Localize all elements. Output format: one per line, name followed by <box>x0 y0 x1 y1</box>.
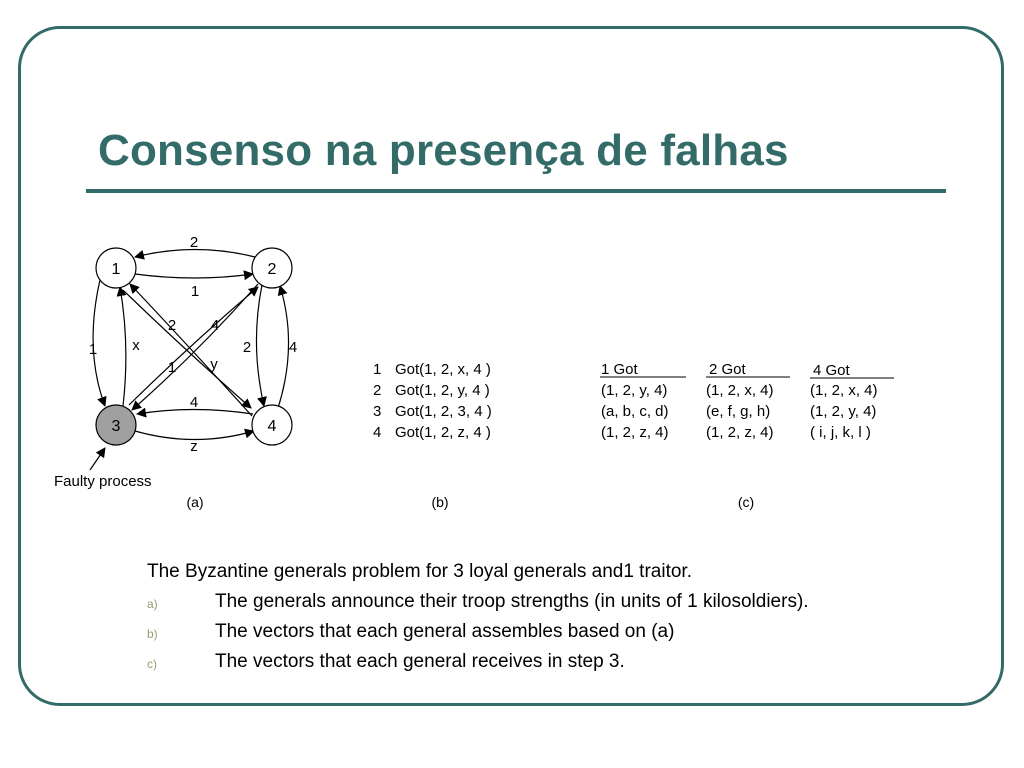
row-text: Got(1, 2, 3, 4 ) <box>395 403 492 420</box>
edge-label-cross-a: 1 <box>167 359 177 376</box>
row-text: Got(1, 2, x, 4 ) <box>395 361 491 378</box>
row-num: 3 <box>373 403 382 420</box>
figure-c-column-2 <box>706 361 790 441</box>
node-2 <box>252 248 292 288</box>
edge-label-right: 4 <box>288 339 298 356</box>
column-row: (1, 2, x, 4) <box>706 382 774 399</box>
faulty-pointer <box>90 448 105 470</box>
figure-c-column-3 <box>810 362 894 441</box>
edge-2-to-4 <box>256 285 264 406</box>
edge-label-top-inner: 1 <box>190 283 200 300</box>
svg-text:3: 3 <box>111 418 121 435</box>
edge-4-to-2 <box>278 286 289 408</box>
node-3-faulty <box>96 405 136 445</box>
column-row: (1, 2, y, 4) <box>601 382 668 399</box>
edge-label-bottom: z <box>190 438 198 455</box>
column-row: (1, 2, z, 4) <box>706 424 774 441</box>
slide-title: Consenso na presença de falhas <box>98 126 789 175</box>
caption-a: (a) <box>186 494 204 510</box>
list-marker: b) <box>147 627 158 641</box>
edge-1-to-4 <box>123 290 251 408</box>
svg-text:4: 4 <box>267 418 277 435</box>
figure-c-column-1 <box>600 361 686 441</box>
column-row: (1, 2, x, 4) <box>810 382 878 399</box>
list-item-text: The generals announce their troop strengths (in units of 1 kilosoldiers). <box>215 591 809 612</box>
row-num: 2 <box>373 382 382 399</box>
edge-3-to-1 <box>120 287 126 406</box>
row-num: 4 <box>373 424 382 441</box>
node-1 <box>96 248 136 288</box>
svg-text:2: 2 <box>267 261 277 278</box>
edge-label-cross-b: y <box>210 356 218 373</box>
column-header: 4 Got <box>813 362 850 379</box>
column-row: (1, 2, z, 4) <box>601 424 669 441</box>
list-item-text: The vectors that each general assembles based on (a) <box>215 621 675 642</box>
column-header: 1 Got <box>601 361 638 378</box>
caption-c: (c) <box>737 494 755 510</box>
edge-label-diag-b: 4 <box>210 317 220 334</box>
caption-b: (b) <box>431 494 449 510</box>
row-text: Got(1, 2, y, 4 ) <box>395 382 490 399</box>
node-4 <box>252 405 292 445</box>
list-item-text: The vectors that each general receives in step 3. <box>215 651 625 672</box>
column-row: (1, 2, y, 4) <box>810 403 877 420</box>
row-text: Got(1, 2, z, 4 ) <box>395 424 491 441</box>
column-header: 2 Got <box>709 361 746 378</box>
column-row: ( i, j, k, l ) <box>810 424 871 441</box>
svg-text:1: 1 <box>111 261 121 278</box>
figure-b-vectors <box>373 361 492 441</box>
list-marker: c) <box>147 657 157 671</box>
column-row: (a, b, c, d) <box>601 403 669 420</box>
edge-label-top: 2 <box>189 234 199 251</box>
edge-label-diag-a: 2 <box>167 317 177 334</box>
list-marker: a) <box>147 597 158 611</box>
faulty-process-label: Faulty process <box>54 473 152 490</box>
edge-label-right-inner: 2 <box>242 339 252 356</box>
row-num: 1 <box>373 361 382 378</box>
edge-label-bottom-inner: 4 <box>189 394 199 411</box>
edge-label-left: 1 <box>88 341 98 358</box>
edge-label-left-inner: x <box>132 337 140 354</box>
column-row: (e, f, g, h) <box>706 403 771 420</box>
figure-description: The Byzantine generals problem for 3 loyal generals and1 traitor. <box>147 561 692 582</box>
edge-1-to-2 <box>135 274 253 278</box>
